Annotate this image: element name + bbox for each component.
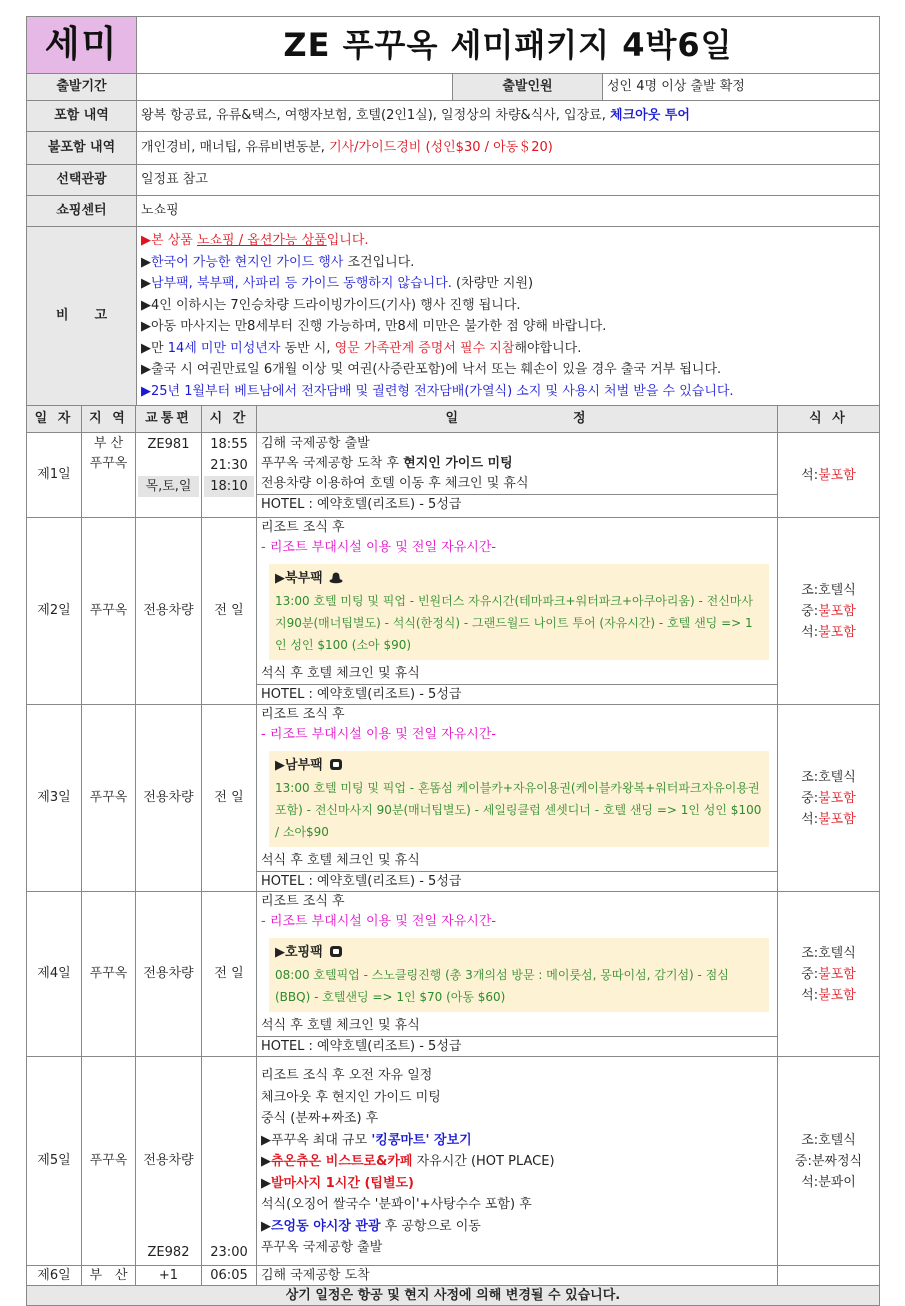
optional-pack-box: [269, 751, 769, 847]
itinerary-line: ▶푸꾸옥 최대 규모 '킹콩마트' 장보기: [261, 1132, 472, 1148]
itinerary-line: - 리조트 부대시설 이용 및 전일 자유시간-: [261, 540, 497, 555]
day-label: 제5일: [27, 1057, 82, 1266]
notes-list: [137, 227, 880, 406]
hat-icon: [329, 757, 343, 770]
meal-dinner: 석:분꽈이: [801, 1174, 856, 1190]
day-row-1: [27, 433, 880, 518]
note-5: ▶아동 마사지는 만8세부터 진행 가능하며, 만8세 미만은 불가한 점 양해 바랍니다.: [141, 319, 607, 334]
pack-title: ▶북부팩: [275, 571, 323, 586]
time-cell: [202, 433, 257, 518]
itinerary-line: 리조트 조식 후: [261, 894, 345, 909]
meal-lunch: 중:불포함: [801, 790, 856, 806]
meal-dinner: 석:불포함: [801, 624, 856, 640]
day-label: 제1일: [27, 433, 82, 518]
meal-breakfast: 조:호텔식: [801, 945, 856, 961]
hotel-line: HOTEL : 예약호텔(리조트) - 5성급: [257, 1036, 777, 1056]
time-cell: 06:05: [202, 1266, 257, 1286]
time-cell: 전 일: [202, 892, 257, 1057]
meal-dinner: 석:불포함: [801, 987, 856, 1003]
meals-cell: [778, 518, 880, 705]
itinerary-line: ▶발마사지 1시간 (팁별도): [261, 1175, 415, 1191]
col-itinerary: 일 정: [257, 406, 778, 433]
info-table: [26, 73, 880, 406]
itinerary-line: 푸꾸옥 국제공항 출발: [261, 1240, 383, 1255]
pack-description: 13:00 호텔 미팅 및 픽업 - 혼똠섬 케이블카+자유이용권(케이블카왕복+워터파크자유이용권포함) - 전신마사지 90분(매너팁별도) - 세일링클럽 센셋디너 - 호텔 샌딩 => 1인 성인 $100 / 소아$90: [275, 781, 762, 839]
itinerary-line: 김해 국제공항 출발: [261, 436, 370, 451]
included-label: 포함 내역: [27, 101, 137, 132]
note-2: ▶한국어 가능한 현지인 가이드 행사 조건입니다.: [141, 254, 415, 270]
included-highlight: 체크아웃 투어: [610, 108, 690, 123]
operating-days: 목,토,일: [138, 476, 199, 497]
note-3: ▶남부팩, 북부팩, 사파리 등 가이드 동행하지 않습니다. (차량만 지원): [141, 276, 534, 291]
itinerary-cell: [257, 892, 778, 1057]
itinerary-line: ▶츄온츄온 비스트로&카페 자유시간 (HOT PLACE): [261, 1154, 555, 1169]
departure-period-value: [137, 74, 453, 101]
itinerary-line: 체크아웃 후 현지인 가이드 미팅: [261, 1089, 441, 1105]
optional-pack-box: [269, 564, 769, 660]
note-1: ▶본 상품 노쇼핑 / 옵션가능 상품입니다.: [141, 233, 369, 248]
itinerary-line: 전용차량 이용하여 호텔 이동 후 체크인 및 휴식: [261, 476, 529, 491]
time-alt: 18:10: [204, 476, 254, 497]
region-from: 부 산: [93, 436, 124, 451]
flight-number: ZE981: [147, 437, 190, 452]
region-cell: 푸꾸옥: [82, 518, 136, 705]
hat-icon: [329, 944, 343, 957]
note-6: ▶만 14세 미만 미성년자 동반 시, 영문 가족관계 증명서 필수 지참해야합니다.: [141, 340, 582, 356]
transport-cell: [136, 433, 202, 518]
note-8: ▶25년 1월부터 베트남에서 전자담배 및 궐련형 전자담배(가열식) 소지 및 사용시 처벌 받을 수 있습니다.: [141, 383, 734, 399]
transport-cell: 전용차량: [136, 705, 202, 892]
meals-cell: [778, 705, 880, 892]
hat-icon: [329, 570, 343, 583]
time-cell: 23:00: [202, 1057, 257, 1266]
excluded-label: 불포함 내역: [27, 132, 137, 165]
itinerary-document: [26, 16, 879, 1306]
footer-note: 상기 일정은 항공 및 현지 사정에 의해 변경될 수 있습니다.: [27, 1286, 880, 1306]
col-day: 일 자: [27, 406, 82, 433]
pack-description: 08:00 호텔픽업 - 스노클링진행 (총 3개의섬 방문 : 메이룻섬, 몽따이섬, 감기섬) - 점심(BBQ) - 호텔샌딩 => 1인 $70 (아동 $60): [275, 968, 729, 1004]
meal-lunch: 중:불포함: [801, 966, 856, 982]
page-title: ZE 푸꾸옥 세미패키지 4박6일: [137, 17, 880, 74]
transport-type: 전용차량: [143, 1153, 194, 1168]
col-region: 지 역: [82, 406, 136, 433]
meals-cell: 석:불포함: [778, 433, 880, 518]
schedule-table: [26, 405, 880, 1306]
included-value: [137, 101, 880, 132]
shopping-label: 쇼핑센터: [27, 196, 137, 227]
itinerary-line: 리조트 조식 후 오전 자유 일정: [261, 1068, 433, 1083]
day-label: 제3일: [27, 705, 82, 892]
optional-tour-label: 선택관광: [27, 165, 137, 196]
header-table: [26, 16, 880, 74]
shopping-value: 노쇼핑: [137, 196, 880, 227]
optional-pack-box: [269, 938, 769, 1012]
pack-title: ▶호핑팩: [275, 945, 323, 960]
transport-cell: 전용차량: [136, 892, 202, 1057]
itinerary-line: - 리조트 부대시설 이용 및 전일 자유시간-: [261, 914, 497, 929]
day-row-4: [27, 892, 880, 1057]
itinerary-line: 중식 (분짜+짜조) 후: [261, 1111, 379, 1126]
departure-period-label: 출발기간: [27, 74, 137, 101]
region-cell: [82, 433, 136, 518]
hotel-line: HOTEL : 예약호텔(리조트) - 5성급: [257, 871, 777, 891]
transport-cell: 전용차량: [136, 518, 202, 705]
itinerary-line: 석식 후 호텔 체크인 및 휴식: [261, 853, 420, 868]
meal-breakfast: 조:호텔식: [801, 582, 856, 598]
optional-tour-value: 일정표 참고: [137, 165, 880, 196]
day-label: 제2일: [27, 518, 82, 705]
itinerary-cell: [257, 1057, 778, 1266]
flight-number: ZE982: [147, 1245, 190, 1260]
meal-dinner: 석:불포함: [801, 811, 856, 827]
excluded-value: [137, 132, 880, 165]
excluded-text: 개인경비, 매너팁, 유류비변동분,: [141, 140, 325, 155]
day-row-6: [27, 1266, 880, 1286]
col-transport: 교통편: [136, 406, 202, 433]
col-meals: 식 사: [778, 406, 880, 433]
pack-title: ▶남부팩: [275, 758, 323, 773]
itinerary-cell: [257, 518, 778, 705]
note-7: ▶출국 시 여권만료일 6개월 이상 및 여권(사증란포함)에 낙서 또는 훼손이 있을 경우 출국 거부 됩니다.: [141, 362, 722, 377]
itinerary-line: 푸꾸옥 국제공항 도착 후 현지인 가이드 미팅: [261, 456, 513, 471]
meals-cell: [778, 892, 880, 1057]
region-to: 푸꾸옥: [89, 456, 128, 471]
itinerary-line: 석식(오징어 쌀국수 '분꽈이'+사탕수수 포함) 후: [261, 1197, 532, 1212]
region-cell: 부 산: [82, 1266, 136, 1286]
col-time: 시 간: [202, 406, 257, 433]
day-row-5: [27, 1057, 880, 1266]
note-4: ▶4인 이하시는 7인승차량 드라이빙가이드(기사) 행사 진행 됩니다.: [141, 297, 521, 313]
itinerary-line: 석식 후 호텔 체크인 및 휴식: [261, 1018, 420, 1033]
itinerary-line: 리조트 조식 후: [261, 707, 345, 722]
transport-cell: [136, 1057, 202, 1266]
day-label: 제6일: [27, 1266, 82, 1286]
itinerary-cell: [257, 433, 778, 518]
day-row-2: [27, 518, 880, 705]
product-tag: 세미: [27, 17, 137, 74]
itinerary-cell: [257, 705, 778, 892]
meal-breakfast: 조:호텔식: [801, 1132, 856, 1148]
day-label: 제4일: [27, 892, 82, 1057]
itinerary-cell: 김해 국제공항 도착: [257, 1266, 778, 1286]
region-cell: 푸꾸옥: [82, 892, 136, 1057]
hotel-line: HOTEL : 예약호텔(리조트) - 5성급: [257, 684, 777, 704]
time-cell: 전 일: [202, 518, 257, 705]
meal-breakfast: 조:호텔식: [801, 769, 856, 785]
meal-lunch: 중:분짜정식: [794, 1153, 863, 1169]
transport-cell: +1: [136, 1266, 202, 1286]
time-arrival: 21:30: [210, 458, 248, 473]
departure-people-label: 출발인원: [453, 74, 603, 101]
included-text: 왕복 항공료, 유류&택스, 여행자보험, 호텔(2인1실), 일정상의 차량&식사, 입장료,: [141, 108, 606, 123]
itinerary-line: 석식 후 호텔 체크인 및 휴식: [261, 666, 420, 681]
itinerary-line: ▶즈엉동 야시장 관광 후 공항으로 이동: [261, 1218, 481, 1234]
time-departure: 18:55: [210, 437, 248, 452]
departure-people-value: 성인 4명 이상 출발 확정: [603, 74, 880, 101]
itinerary-line: 리조트 조식 후: [261, 520, 345, 535]
meals-cell: [778, 1057, 880, 1266]
meals-cell: [778, 1266, 880, 1286]
day-row-3: [27, 705, 880, 892]
excluded-highlight: 기사/가이드경비 (성인$30 / 아동＄20): [329, 140, 553, 155]
pack-description: 13:00 호텔 미팅 및 픽업 - 빈원더스 자유시간(테마파크+워터파크+아쿠아리움) - 전신마사지90분(매너팁별도) - 석식(한정식) - 그랜드월드 나이트 투어 (자유시간) - 호텔 샌딩 => 1인 성인 $100 (소아 $90): [275, 594, 753, 652]
region-cell: 푸꾸옥: [82, 1057, 136, 1266]
region-cell: 푸꾸옥: [82, 705, 136, 892]
itinerary-line: - 리조트 부대시설 이용 및 전일 자유시간-: [261, 727, 497, 742]
notes-label: 비 고: [27, 227, 137, 406]
meal-lunch: 중:불포함: [801, 603, 856, 619]
hotel-line: HOTEL : 예약호텔(리조트) - 5성급: [257, 494, 777, 514]
time-cell: 전 일: [202, 705, 257, 892]
